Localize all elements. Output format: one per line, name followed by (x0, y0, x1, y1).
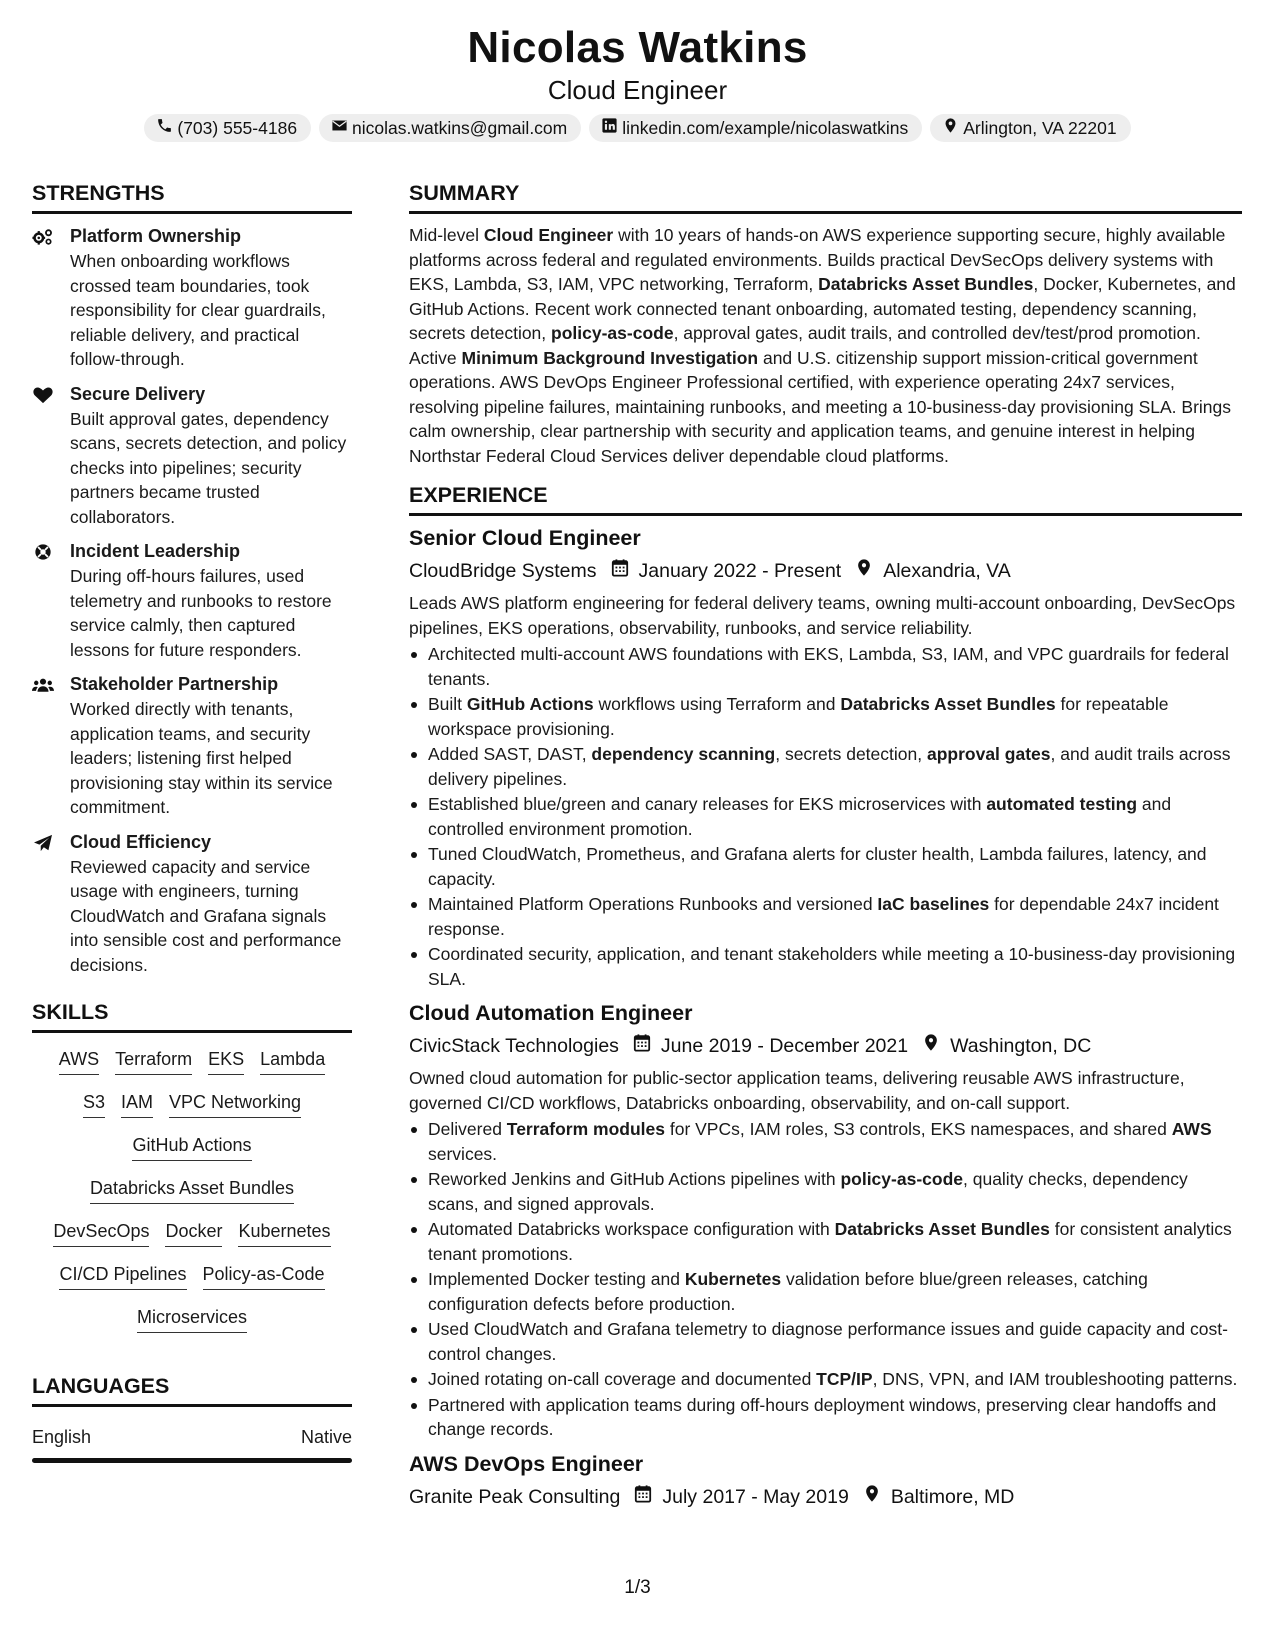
text-run: and controlled environment promotion. (428, 794, 1172, 839)
skill-tag: Databricks Asset Bundles (90, 1176, 294, 1204)
text-run: services. (428, 1143, 498, 1164)
map-pin-icon (849, 1484, 891, 1510)
job-description: Leads AWS platform engineering for federal delivery teams, owning multi-account onboarding, DevSecOps pipelines, EKS operations, observability, runbooks, and service reliability. (409, 593, 1236, 638)
contact-phone[interactable] (144, 114, 311, 142)
languages-heading: LANGUAGES (32, 1373, 352, 1407)
strength-item (32, 830, 352, 978)
job-entry (409, 524, 1242, 991)
job-meta (409, 1033, 1242, 1059)
text-run: Established blue/green and canary releases for EKS microservices with (428, 794, 987, 814)
job-bullet (409, 1217, 1242, 1266)
lifebuoy-icon (32, 539, 70, 662)
job-bullet (409, 1367, 1242, 1392)
language-name: English (32, 1427, 92, 1447)
text-run: , and audit trails across delivery pipelines. (428, 744, 1231, 789)
strength-title: Incident Leadership (70, 541, 241, 561)
strength-desc: Worked directly with tenants, application teams, and security leaders; listening first helped provisioning stay within its service commitment. (70, 699, 333, 817)
skill-tag: VPC Networking (169, 1090, 301, 1118)
bold-keyword: automated testing (986, 794, 1138, 814)
text-run: , quality checks, dependency scans, and signed approvals. (428, 1169, 1188, 1214)
skill-tag: Docker (165, 1219, 222, 1247)
job-title: AWS DevOps Engineer (409, 1451, 644, 1476)
text-run: Used CloudWatch and Grafana telemetry to diagnose performance issues and guide capacity and cost-control changes. (428, 1319, 1228, 1364)
contact-email[interactable] (319, 114, 581, 142)
text-run: Coordinated security, application, and tenant stakeholders while meeting a 10-business-day provisioning SLA. (428, 944, 1236, 989)
text-run: Tuned CloudWatch, Prometheus, and Grafana alerts for cluster health, Lambda failures, latency, and capacity. (428, 844, 1207, 889)
text-run: , DNS, VPN, and IAM troubleshooting patterns. (872, 1369, 1238, 1389)
resume-header (0, 22, 1275, 142)
job-dates: January 2022 - Present (638, 560, 842, 582)
text-run: Reworked Jenkins and GitHub Actions pipelines with (428, 1169, 841, 1189)
page-number: 1/3 (624, 1577, 651, 1598)
strength-title: Platform Ownership (70, 226, 242, 246)
users-icon (32, 672, 70, 820)
bold-keyword: policy-as-code (551, 323, 674, 343)
gears-icon (32, 224, 70, 372)
skill-tag: GitHub Actions (132, 1133, 251, 1161)
bold-keyword: Kubernetes (684, 1269, 782, 1289)
bold-keyword: dependency scanning (591, 744, 776, 764)
text-run: Implemented Docker testing and (428, 1269, 685, 1289)
text-run: Delivered (428, 1119, 507, 1139)
bold-keyword: Databricks Asset Bundles (840, 694, 1056, 714)
bold-keyword: IaC baselines (877, 894, 990, 914)
job-bullet (409, 1317, 1242, 1366)
job-bullet (409, 1393, 1242, 1442)
strength-desc: When onboarding workflows crossed team boundaries, took responsibility for clear guardrails, reliable delivery, and practical follow-through. (70, 251, 326, 369)
job-entry (409, 999, 1242, 1442)
skill-tag: Kubernetes (238, 1219, 330, 1247)
text-run: for repeatable workspace provisioning. (428, 694, 1169, 739)
calendar-icon (620, 1484, 662, 1510)
text-run: Architected multi-account AWS foundations with EKS, Lambda, S3, IAM, and VPC guardrails for federal tenants. (428, 644, 1229, 689)
contact-bar (0, 114, 1275, 142)
strengths-heading: STRENGTHS (32, 180, 352, 214)
language-level-bar (32, 1458, 352, 1463)
skill-tag: AWS (59, 1047, 99, 1075)
envelope-icon (331, 117, 348, 139)
strengths-section (32, 180, 352, 977)
languages-section (32, 1373, 352, 1463)
summary-heading: SUMMARY (409, 180, 1242, 214)
language-row (32, 1425, 352, 1449)
skill-tag: IAM (121, 1090, 153, 1118)
text-run: Partnered with application teams during off-hours deployment windows, preserving clear handoffs and change records. (428, 1394, 1217, 1439)
candidate-role: Cloud Engineer (547, 75, 728, 105)
text-run: Joined rotating on-call coverage and documented (428, 1369, 817, 1389)
strength-item (32, 672, 352, 820)
bold-keyword: Databricks Asset Bundles (818, 274, 1034, 294)
text-run: and U.S. citizenship support mission-critical government operations. AWS DevOps Engineer Professional certified, with experience operating 24x7 services, resolving pipeline failures, maintaining runbooks, and meeting a 10-business-day provisioning SLA. Brings calm ownership, clear partnership with security and application teams, and genuine interest in helping Northstar Federal Cloud Services deliver dependable cloud platforms. (409, 347, 1231, 466)
bold-keyword: Databricks Asset Bundles (834, 1219, 1050, 1239)
job-description: Owned cloud automation for public-sector application teams, delivering reusable AWS infrastructure, governed CI/CD workflows, Databricks onboarding, observability, and on-call support. (409, 1068, 1185, 1113)
skills-section (32, 999, 352, 1333)
skill-tag: DevSecOps (53, 1219, 149, 1247)
summary-section (409, 180, 1242, 468)
bold-keyword: AWS (1171, 1119, 1212, 1139)
paper-plane-icon (32, 830, 70, 978)
contact-linkedin[interactable] (589, 114, 922, 142)
summary-text (409, 223, 1242, 468)
strength-item (32, 382, 352, 530)
job-location: Baltimore, MD (890, 1485, 1015, 1508)
job-location: Alexandria, VA (883, 560, 1011, 582)
text-run: Mid-level (409, 225, 484, 245)
contact-location (930, 114, 1130, 142)
job-meta (409, 558, 1242, 584)
text-run: Automated Databricks workspace configuration with (428, 1219, 835, 1239)
bold-keyword: TCP/IP (816, 1369, 873, 1389)
candidate-name: Nicolas Watkins (467, 23, 808, 72)
job-bullet (409, 642, 1242, 691)
left-column (32, 180, 352, 1463)
experience-section (409, 482, 1242, 1510)
strength-title: Secure Delivery (70, 383, 206, 404)
job-dates: July 2017 - May 2019 (662, 1485, 849, 1508)
job-title: Senior Cloud Engineer (409, 526, 641, 550)
strength-title: Cloud Efficiency (70, 831, 212, 852)
calendar-icon (597, 558, 639, 584)
skill-tag: CI/CD Pipelines (59, 1262, 186, 1290)
bold-keyword: GitHub Actions (466, 694, 594, 714)
contact-location-text: Arlington, VA 22201 (963, 117, 1117, 138)
text-run: , approval gates, audit trails, and controlled dev/test/prod promotion. Active (409, 323, 1201, 368)
job-company: CloudBridge Systems (409, 560, 597, 582)
bold-keyword: approval gates (926, 744, 1051, 764)
skill-tag: Lambda (260, 1047, 325, 1075)
job-company: Granite Peak Consulting (409, 1485, 621, 1508)
skill-tag: Microservices (137, 1305, 247, 1333)
job-company: CivicStack Technologies (409, 1035, 619, 1057)
job-meta (409, 1484, 1242, 1510)
contact-email-text: nicolas.watkins@gmail.com (352, 117, 568, 138)
linkedin-icon (601, 117, 618, 139)
skills-list (32, 1047, 352, 1333)
text-run: validation before blue/green releases, catching configuration defects before production. (428, 1269, 1148, 1314)
job-bullets (409, 1117, 1242, 1442)
skill-tag: EKS (208, 1047, 244, 1075)
bold-keyword: policy-as-code (840, 1169, 963, 1189)
job-entry (409, 1450, 1242, 1510)
map-pin-icon (841, 558, 883, 584)
language-level: Native (300, 1427, 352, 1447)
job-title: Cloud Automation Engineer (409, 1001, 693, 1025)
contact-phone-text: (703) 555-4186 (177, 117, 298, 138)
job-dates: June 2019 - December 2021 (660, 1035, 909, 1057)
text-run: with 10 years of hands-on AWS experience supporting secure, highly available platforms across federal and regulated environments. Builds practical DevSecOps delivery systems with EKS, Lambda, S3, IAM, VPC networking, Terraform, (409, 225, 1226, 294)
strength-desc: Built approval gates, dependency scans, secrets detection, and policy checks into pipelines; security partners became trusted collaborators. (70, 408, 347, 527)
job-bullet (409, 792, 1242, 841)
text-run: Maintained Platform Operations Runbooks and versioned (428, 894, 878, 914)
skill-tag: S3 (83, 1090, 105, 1118)
text-run: , Docker, Kubernetes, and GitHub Actions. Recent work connected tenant onboarding, automated testing, dependency scanning, secrets detection, (409, 274, 1236, 343)
strength-desc: During off-hours failures, used telemetry and runbooks to restore service calmly, then captured lessons for future responders. (70, 566, 332, 660)
text-run: , secrets detection, (775, 744, 927, 764)
skills-heading: SKILLS (32, 999, 352, 1033)
map-pin-icon (908, 1033, 950, 1059)
right-column (409, 180, 1242, 1510)
text-run: Added SAST, DAST, (428, 744, 592, 764)
bold-keyword: Terraform modules (506, 1119, 665, 1139)
strength-item (32, 539, 352, 662)
text-run: for VPCs, IAM roles, S3 controls, EKS namespaces, and shared (664, 1119, 1172, 1139)
skill-tag: Policy-as-Code (203, 1262, 325, 1290)
skill-tag: Terraform (115, 1047, 192, 1075)
job-bullet (409, 1117, 1242, 1166)
job-bullets (409, 642, 1242, 991)
job-bullet (409, 942, 1242, 991)
job-bullet (409, 1167, 1242, 1216)
text-run: for dependable 24x7 incident response. (428, 894, 1219, 939)
bold-keyword: Minimum Background Investigation (461, 347, 759, 368)
strength-title: Stakeholder Partnership (70, 674, 279, 694)
job-bullet (409, 842, 1242, 891)
map-pin-icon (942, 117, 959, 139)
text-run: workflows using Terraform and (593, 694, 841, 714)
phone-icon (156, 117, 173, 139)
job-location: Washington, DC (950, 1035, 1092, 1057)
strength-desc: Reviewed capacity and service usage with engineers, turning CloudWatch and Grafana signals into sensible cost and performance decisions. (70, 856, 342, 975)
job-bullet (409, 692, 1242, 741)
text-run: Built (428, 694, 467, 714)
job-bullet (409, 742, 1242, 791)
heart-icon (32, 382, 70, 530)
strength-item (32, 224, 352, 372)
job-bullet (409, 1267, 1242, 1316)
calendar-icon (619, 1033, 661, 1059)
contact-linkedin-text: linkedin.com/example/nicolaswatkins (622, 117, 909, 138)
experience-heading: EXPERIENCE (409, 482, 1242, 516)
text-run: for consistent analytics tenant promotions. (428, 1219, 1232, 1264)
bold-keyword: Cloud Engineer (483, 225, 614, 245)
job-bullet (409, 892, 1242, 941)
